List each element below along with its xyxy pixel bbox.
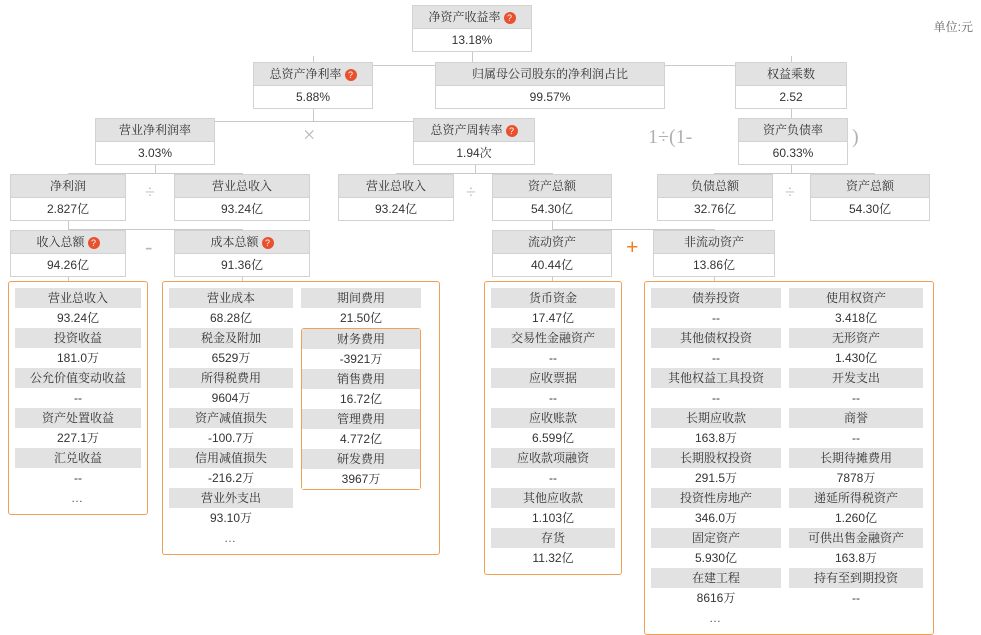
detail-value: 11.32亿 [491,548,615,568]
detail-column [169,288,293,548]
detail-value: 3.418亿 [789,308,923,328]
detail-value: 68.28亿 [169,308,293,328]
operator-times: × [303,122,316,147]
detail-value: 9604万 [169,388,293,408]
detail-column [651,288,781,628]
detail-subgroup-period-expenses [301,328,421,490]
detail-more[interactable]: … [15,488,141,508]
detail-key: 货币资金 [491,288,615,308]
detail-key: 持有至到期投资 [789,568,923,588]
detail-value: 1.430亿 [789,348,923,368]
help-icon[interactable]: ? [262,237,274,249]
detail-value: 1.103亿 [491,508,615,528]
detail-value: 181.0万 [15,348,141,368]
detail-column [301,288,421,548]
node-parent-company-profit-share[interactable]: 归属母公司股东的净利润占比 99.57% [435,62,665,109]
detail-value: -100.7万 [169,428,293,448]
detail-key: 长期应收款 [651,408,781,428]
detail-value: 1.260亿 [789,508,923,528]
detail-value: 163.8万 [789,548,923,568]
detail-column [789,288,923,628]
detail-group-income [8,281,148,515]
node-total-asset-turnover[interactable]: 总资产周转率 ? 1.94次 [413,118,535,165]
node-roe-value: 13.18% [412,29,532,52]
detail-key: 其他权益工具投资 [651,368,781,388]
detail-value: -- [491,348,615,368]
detail-value: -- [491,388,615,408]
detail-value: -- [789,428,923,448]
detail-value: -3921万 [302,349,420,369]
detail-value: 7878万 [789,468,923,488]
node-operating-revenue-1[interactable]: 营业总收入 93.24亿 [174,174,310,221]
node-operating-net-margin[interactable]: 营业净利润率 3.03% [95,118,215,165]
unit-label: 单位:元 [933,20,973,34]
detail-key: 期间费用 [301,288,421,308]
detail-more[interactable]: … [651,608,781,628]
detail-key: 所得税费用 [169,368,293,388]
detail-value: 5.930亿 [651,548,781,568]
detail-key: 财务费用 [302,329,420,349]
detail-value: 163.8万 [651,428,781,448]
detail-value: 227.1万 [15,428,141,448]
equity-formula-left: 1÷(1- [648,126,693,148]
help-icon[interactable]: ? [504,12,516,24]
detail-key: 税金及附加 [169,328,293,348]
detail-key: 应收票据 [491,368,615,388]
detail-value: 93.24亿 [15,308,141,328]
detail-key: 长期股权投资 [651,448,781,468]
node-total-cost[interactable]: 成本总额 ? 91.36亿 [174,230,310,277]
detail-key: 信用减值损失 [169,448,293,468]
detail-group-noncurrent-assets [644,281,934,635]
detail-key: 投资收益 [15,328,141,348]
detail-key: 应收账款 [491,408,615,428]
detail-key: 公允价值变动收益 [15,368,141,388]
equity-formula-right: ) [852,126,859,148]
detail-key: 销售费用 [302,369,420,389]
detail-value: -216.2万 [169,468,293,488]
detail-key: 汇兑收益 [15,448,141,468]
detail-value: -- [789,588,923,608]
detail-key: 在建工程 [651,568,781,588]
detail-key: 其他债权投资 [651,328,781,348]
detail-column [491,288,615,568]
detail-value: 17.47亿 [491,308,615,328]
detail-key: 资产处置收益 [15,408,141,428]
detail-value: -- [491,468,615,488]
detail-key: 使用权资产 [789,288,923,308]
detail-key: 固定资产 [651,528,781,548]
node-net-profit[interactable]: 净利润 2.827亿 [10,174,126,221]
detail-key: 应收款项融资 [491,448,615,468]
detail-value: 291.5万 [651,468,781,488]
detail-key: 开发支出 [789,368,923,388]
detail-key: 存货 [491,528,615,548]
node-roe[interactable] [412,5,532,52]
detail-key: 无形资产 [789,328,923,348]
detail-value: -- [789,388,923,408]
detail-value: -- [15,388,141,408]
operator-divide-3: ÷ [785,182,795,202]
help-icon[interactable]: ? [345,69,357,81]
operator-divide-2: ÷ [466,182,476,202]
detail-value: 21.50亿 [301,308,421,328]
detail-value: 4.772亿 [302,429,420,449]
node-operating-revenue-2[interactable]: 营业总收入 93.24亿 [338,174,454,221]
detail-key: 长期待摊费用 [789,448,923,468]
node-total-assets-1[interactable]: 资产总额 54.30亿 [492,174,612,221]
detail-value: 6529万 [169,348,293,368]
detail-key: 营业外支出 [169,488,293,508]
detail-more[interactable]: … [169,528,293,548]
node-total-assets-2[interactable]: 资产总额 54.30亿 [810,174,930,221]
detail-key: 债券投资 [651,288,781,308]
detail-key: 可供出售金融资产 [789,528,923,548]
detail-key: 营业总收入 [15,288,141,308]
operator-divide-1: ÷ [145,182,155,202]
detail-column [15,288,141,508]
detail-key: 递延所得税资产 [789,488,923,508]
node-total-liabilities[interactable]: 负债总额 32.76亿 [657,174,773,221]
detail-key: 交易性金融资产 [491,328,615,348]
detail-value: -- [651,388,781,408]
node-noncurrent-assets[interactable]: 非流动资产 13.86亿 [653,230,775,277]
operator-minus: - [145,234,153,259]
detail-value: -- [651,308,781,328]
operator-plus: + [626,234,639,259]
detail-group-cost [162,281,440,555]
node-current-assets[interactable]: 流动资产 40.44亿 [492,230,612,277]
node-debt-asset-ratio[interactable]: 资产负债率 60.33% [738,118,848,165]
detail-key: 营业成本 [169,288,293,308]
detail-key: 管理费用 [302,409,420,429]
detail-value: 3967万 [302,469,420,489]
detail-value: -- [15,468,141,488]
node-equity-multiplier[interactable]: 权益乘数 2.52 [735,62,847,109]
detail-key: 资产减值损失 [169,408,293,428]
detail-group-current-assets [484,281,622,575]
detail-key: 商誉 [789,408,923,428]
detail-value: 6.599亿 [491,428,615,448]
detail-value: 93.10万 [169,508,293,528]
detail-value: 16.72亿 [302,389,420,409]
help-icon[interactable]: ? [506,125,518,137]
detail-key: 研发费用 [302,449,420,469]
detail-value: 346.0万 [651,508,781,528]
help-icon[interactable]: ? [88,237,100,249]
detail-value: 8616万 [651,588,781,608]
detail-key: 其他应收款 [491,488,615,508]
node-total-income[interactable]: 收入总额 ? 94.26亿 [10,230,126,277]
detail-value: -- [651,348,781,368]
node-roe-label: 净资产收益率 ? [412,5,532,29]
node-total-asset-net-profit-ratio[interactable]: 总资产净利率 ? 5.88% [253,62,373,109]
detail-key: 投资性房地产 [651,488,781,508]
